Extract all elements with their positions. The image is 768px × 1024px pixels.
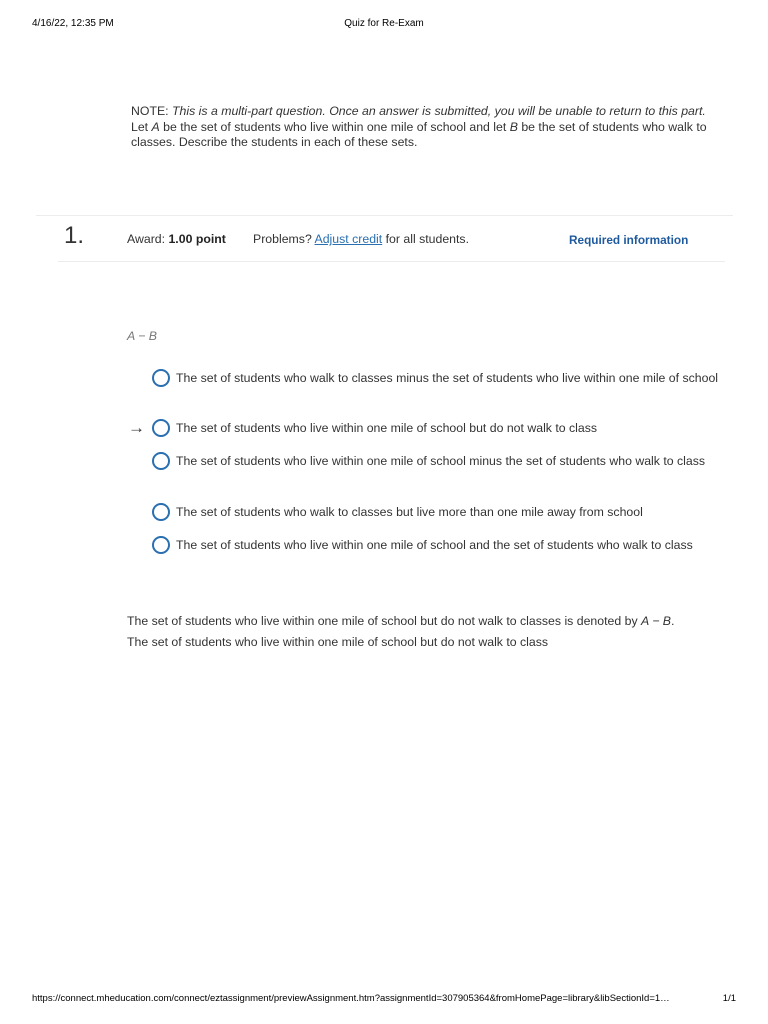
radio-button[interactable] — [152, 452, 170, 470]
option-label: The set of students who live within one mile of school but do not walk to class — [176, 421, 598, 435]
print-footer — [32, 993, 736, 1007]
print-header — [32, 18, 736, 32]
print-datetime: 4/16/22, 12:35 PM — [32, 18, 114, 29]
print-page-number: 1/1 — [722, 993, 736, 1004]
selected-arrow-icon: → — [128, 418, 145, 437]
print-title: Quiz for Re-Exam — [344, 18, 424, 29]
divider — [36, 215, 733, 216]
explanation-line1: The set of students who live within one mile of school but do not walk to classes is denoted by — [127, 614, 642, 628]
radio-button[interactable] — [152, 369, 170, 387]
note-label: NOTE: — [131, 104, 172, 118]
option-label: The set of students who live within one mile of school minus the set of students who walk to class — [176, 454, 706, 468]
explanation — [127, 611, 727, 652]
problems-suffix: for all students. — [382, 232, 469, 246]
explanation-line2: The set of students who live within one mile of school but do not walk to class — [127, 634, 549, 649]
radio-button[interactable] — [152, 419, 170, 437]
award-points: 1.00 point — [168, 232, 226, 246]
award-label: Award: — [127, 232, 169, 246]
option-label: The set of students who walk to classes minus the set of students who live within one mile of school — [176, 371, 719, 385]
divider — [58, 261, 725, 262]
option-label: The set of students who live within one mile of school and the set of students who walk to class — [176, 538, 693, 552]
note-body: This is a multi-part question. Once an answer is submitted, you will be unable to return to this part. — [172, 104, 706, 118]
adjust-credit-link[interactable]: Adjust credit — [314, 232, 383, 246]
radio-button[interactable] — [152, 536, 170, 554]
print-url: https://connect.mheducation.com/connect/eztassignment/previewAssignment.htm?assignmentId=307905364&fromHomePage=library&libSectionId=1… — [32, 993, 670, 1004]
explanation-line1-end: . — [671, 614, 675, 628]
var-a: A — [151, 119, 160, 134]
problems-label: Problems? — [253, 232, 315, 246]
question-prompt: A − B — [127, 329, 157, 343]
var-b: B — [509, 119, 518, 134]
note-intro-3: be the set of students who walk to classes. Describe the students in each of these sets. — [131, 119, 707, 149]
problems-info — [253, 232, 469, 246]
explanation-var: A − B — [641, 614, 671, 628]
radio-button[interactable] — [152, 503, 170, 521]
question-number: 1. — [64, 222, 85, 249]
note-intro-2: be the set of students who live within one mile of school and let — [159, 119, 510, 134]
note-intro-1: Let — [131, 119, 152, 134]
question-note — [131, 104, 731, 151]
option-label: The set of students who walk to classes but live more than one mile away from school — [176, 505, 643, 519]
required-information-link[interactable]: Required information — [569, 233, 689, 247]
award — [127, 232, 226, 246]
